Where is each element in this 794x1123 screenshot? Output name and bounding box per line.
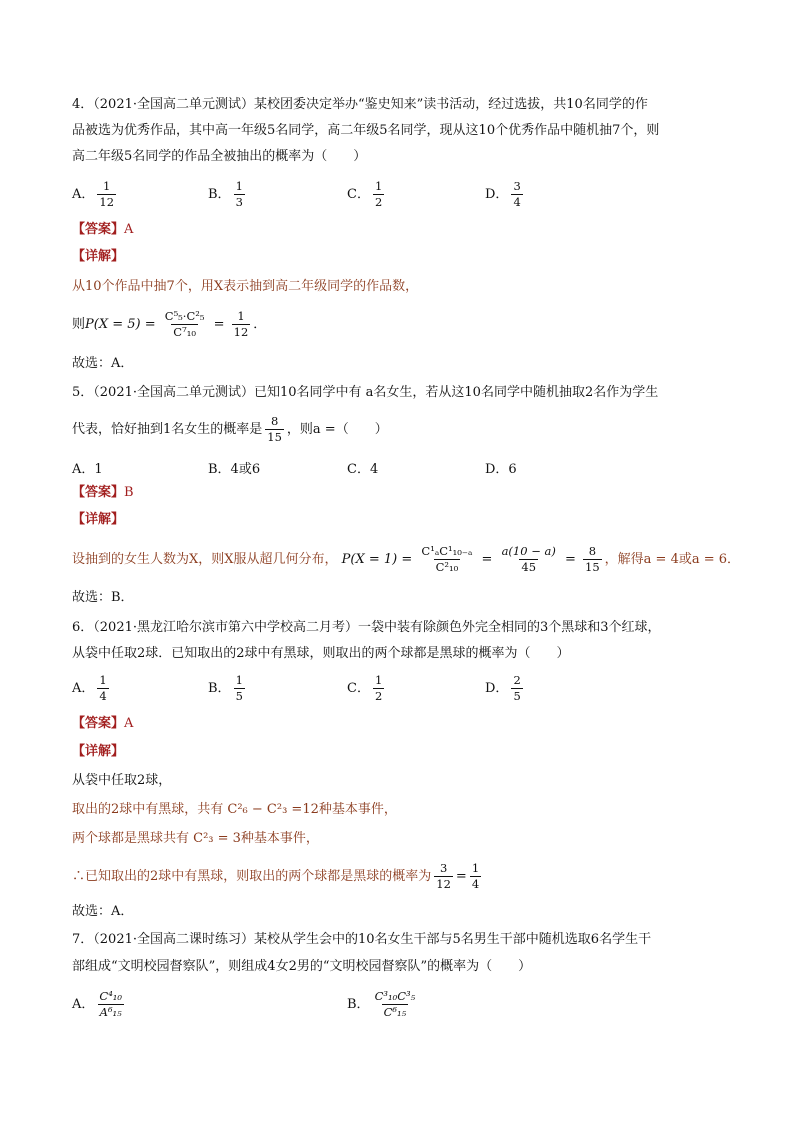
q7-stem-line1: 7．（2021·全国高二课时练习）某校从学生会中的10名女生干部与5名男生干部中随机选取6名学生干 (72, 932, 652, 947)
q5-option-d: D．6 (485, 462, 517, 477)
q5-choose: 故选：B． (72, 590, 134, 605)
q4-option-d: D． $\frac{3}{4}$ (485, 179, 521, 210)
q4-solution-formula: 则P(X = 5) = $\frac{\text{C⁵₅·C²₅}}{\text{C⁷₁₀}}$ = $\frac{1}{12}$ ． (72, 309, 267, 340)
q4-option-c: C． $\frac{1}{2}$ (347, 179, 383, 210)
q4-answer: 【答案】A (72, 222, 134, 237)
q4-stem-line1: 4．（2021·全国高二单元测试）某校团委决定举办“鉴史知来”读书活动，经过选拔，共10名同学的作 (72, 97, 648, 112)
q6-option-a: A． $\frac{1}{4}$ (72, 673, 107, 704)
q4-choose: 故选：A． (72, 356, 134, 371)
q4-solution-line1: 从10个作品中抽7个，用X表示抽到高二年级同学的作品数， (72, 279, 419, 294)
q4-stem-line2: 品被选为优秀作品，其中高一年级5名同学，高二年级5名同学，现从这10个优秀作品中随机抽7个，则 (72, 123, 660, 138)
q5-option-b: B．4或6 (208, 462, 261, 477)
q5-answer: 【答案】B (72, 485, 134, 500)
q4-detail-tag: 【详解】 (72, 249, 125, 264)
q4-option-a: A． $\frac{1}{12}$ (72, 179, 115, 210)
q5-detail-tag: 【详解】 (72, 512, 125, 527)
q6-solution-line1: 从袋中任取2球， (72, 773, 172, 788)
q6-option-d: D． $\frac{2}{5}$ (485, 673, 521, 704)
q6-solution-line2: 取出的2球中有黑球，共有 C²₆ − C²₃ =12种基本事件， (72, 802, 397, 817)
q6-answer: 【答案】A (72, 716, 134, 731)
q6-stem-line1: 6．（2021·黑龙江哈尔滨市第六中学校高二月考）一袋中装有除颜色外完全相同的3个黑球和3个红球， (72, 620, 661, 635)
q5-stem-line2: 代表，恰好抽到1名女生的概率是 $\frac{8}{15}$ ，则a =（ ） (72, 414, 388, 445)
q5-option-c: C．4 (347, 462, 379, 477)
q6-solution-line4: ∴已知取出的2球中有黑球，则取出的两个球都是黑球的概率为 $\frac{3}{12}$ = $\frac{1}{4}$ (72, 861, 480, 892)
q4-option-b: B． $\frac{1}{3}$ (208, 179, 243, 210)
q5-option-a: A．1 (72, 462, 103, 477)
q6-choose: 故选：A． (72, 904, 134, 919)
q5-solution: 设抽到的女生人数为X，则X服从超几何分布， P(X = 1) = $\frac{\text{C¹ₐC¹₁₀₋ₐ}}{\text{C²₁₀}}$ = $\frac{a(10 - a)}{45}$ = $\frac{8}{15}$ ，解得a = 4或a = 6． (72, 544, 741, 575)
q5-stem-line1: 5．（2021·全国高二单元测试）已知10名同学中有 a名女生，若从这10名同学中随机抽取2名作为学生 (72, 385, 659, 400)
q6-detail-tag: 【详解】 (72, 744, 125, 759)
q6-option-b: B． $\frac{1}{5}$ (208, 673, 243, 704)
q7-option-a: A． $\frac{\text{C⁴₁₀}}{\text{A⁶₁₅}}$ (72, 989, 123, 1020)
q6-option-c: C． $\frac{1}{2}$ (347, 673, 383, 704)
q4-stem-line3: 高二年级5名同学的作品全被抽出的概率为（ ） (72, 149, 367, 164)
q7-stem-line2: 部组成“文明校园督察队”，则组成4女2男的“文明校园督察队”的概率为（ ） (72, 959, 532, 974)
q7-option-b: B． $\frac{\text{C³₁₀C³₅}}{\text{C⁶₁₅}}$ (347, 989, 416, 1020)
q6-stem-line2: 从袋中任取2球．已知取出的2球中有黑球，则取出的两个球都是黑球的概率为（ ） (72, 646, 570, 661)
q6-solution-line3: 两个球都是黑球共有 C²₃ = 3种基本事件， (72, 831, 319, 846)
